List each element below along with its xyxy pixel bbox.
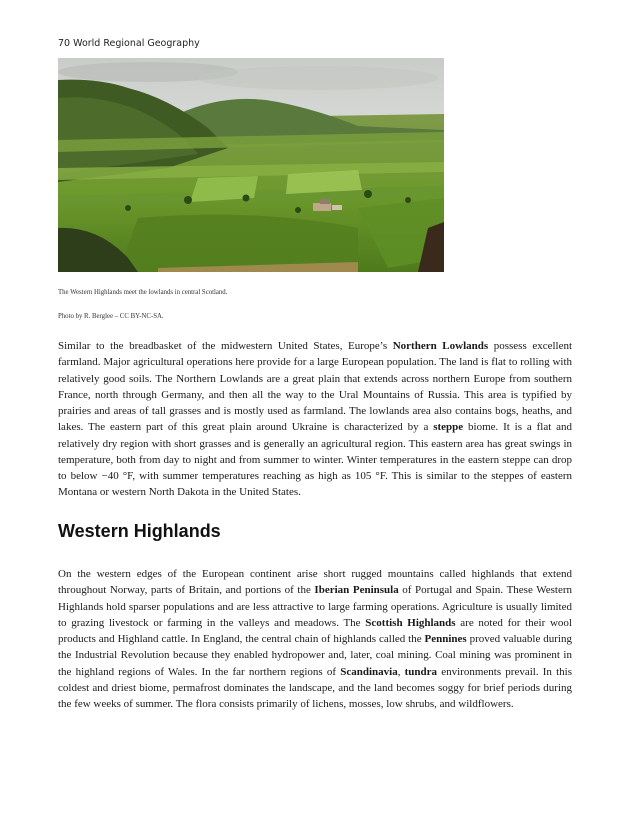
scotland-valley-photo [58,58,444,272]
paragraph-northern-lowlands: Similar to the breadbasket of the midwestern United States, Europe’s Northern Lowlands possess excellent farmland. Major agricultural operations here provide for a large European population. The land is flat to rolling with relatively good soils. The Northern Lowlands are a great plain that extends across northern Europe from southern France, north through Germany, and then all the way to the Ural Mountains of Russia. This area is typified by prairies and areas of tall grasses and is mostly used as farmland. The lowlands area also contains bogs, heaths, and lakes. The eastern part of this great plain around Ukraine is characterized by a steppe biome. It is a flat and relatively dry region with short grasses and is generally an agricultural region. This eastern area has great swings in temperature, both from day to night and from summer to winter. Winter temperatures in the eastern steppe can drop to below −40 °F, with summer temperatures reaching as high as 105 °F. This is similar to the steppes of eastern Montana or western North Dakota in the United States. [58,340,573,499]
key-term: steppe [433,421,464,434]
key-term: Northern Lowlands [392,340,489,352]
key-term: tundra [404,665,438,678]
photo-credit: Photo by R. Berglee – CC BY-NC-SA. [58,313,164,320]
key-term: Scottish Highlands [365,616,456,629]
running-head: 70 World Regional Geography [58,38,200,49]
figure-caption: The Western Highlands meet the lowlands in central Scotland. [58,289,228,296]
key-term: Scandinavia [340,665,398,678]
paragraph-western-highlands: On the western edges of the European continent arise short rugged mountains called highlands that extend throughout Norway, parts of Britain, and portions of the Iberian Peninsula of Portugal and Spain. These Western Highlands hold sparser populations and are less attractive to large farming operations. Agriculture is usually limited to grazing livestock or farming in the valleys and meadows. The Scottish Highlands are noted for their wool products and Highland cattle. In England, the central chain of highlands called the Pennines proved valuable during the Industrial Revolution because they enabled hydropower and, later, coal mining. Coal mining was prominent in the highland regions of Wales. In the far northern regions of Scandinavia, tundra environments prevail. In this coldest and driest biome, permafrost dominates the landscape, and the land becomes soggy for brief periods during the few weeks of summer. The flora consists primarily of lichens, mosses, low shrubs, and wildflowers. [58,568,572,710]
section-heading: Western Highlands [58,521,221,541]
key-term: Pennines [424,633,467,645]
key-term: Iberian Peninsula [314,584,399,597]
